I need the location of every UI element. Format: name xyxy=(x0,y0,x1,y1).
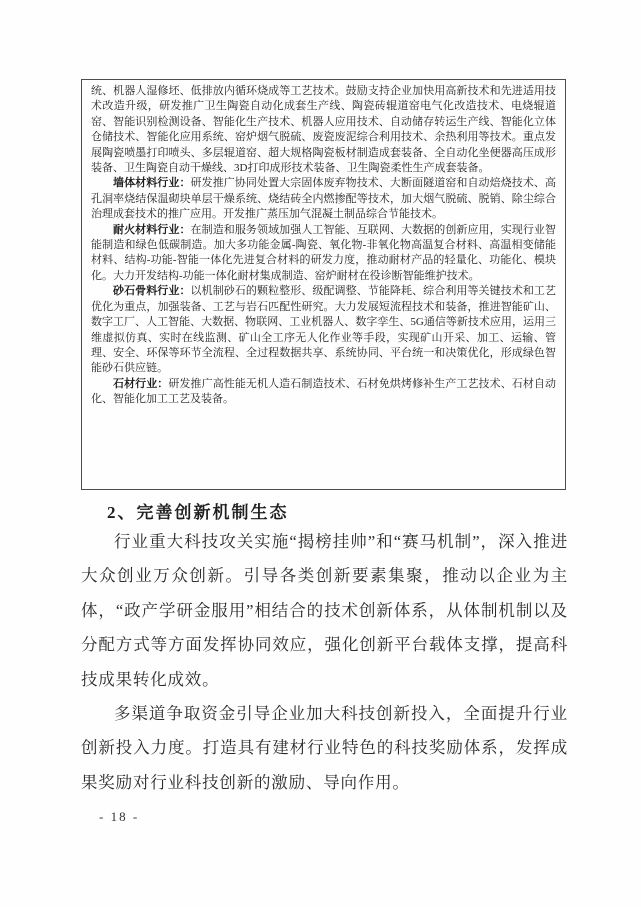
paragraph-lead: 石材行业： xyxy=(113,377,169,390)
paragraph-text: 统、机器人湿修坯、低排放内循环烧成等工艺技术。鼓励支持企业加快用高新技术和先进适用技术改造升级，研发推广卫生陶瓷自动化成套生产线、陶瓷砖辊道窑电气化改造技术、电烧辊道窑、智能识别检测设备、智能化生产技术、机器人应用技术、自动储存转运生产线、智能化立体仓储技术、智能化应用系统、窑炉烟气脱硫、废瓷废泥综合利用技术、余热利用等技术。重点发展陶瓷喷墨打印喷头、多层辊道窑、超大规格陶瓷板材制造成套装备、全自动化坐便器高压成形装备、卫生陶瓷自动干燥线、3D打印成形技术装备、卫生陶瓷柔性生产成套装备。 xyxy=(91,85,556,175)
paragraph-funding-awards: 多渠道争取资金引导企业加大科技创新投入，全面提升行业创新投入力度。打造具有建材行业特色的科技奖励体系，发挥成果奖励对行业科技创新的激励、导向作用。 xyxy=(81,704,568,792)
paragraph-text: 以机制砂石的颗粒整形、级配调整、节能降耗、综合利用等关键技术和工艺优化为重点，加强装备、工艺与岩石匹配性研究。大力发展短流程技术和装备，推进智能矿山、数字工厂、人工智能、大数据、物联网、工业机器人、数字孪生、5G通信等新技术应用，运用三维虚拟仿真、实时在线监测、矿山全工序无人化作业等手段，实现矿山开采、加工、运输、管理、安全、环保等环节全流程、全过程数据共享、系统协同、平台统一和决策优化，形成绿色智能砂石供应链。 xyxy=(91,285,557,375)
paragraph-stone-industry xyxy=(91,377,556,408)
industry-technology-table-cell xyxy=(81,79,566,490)
paragraph-innovation-mechanism: 行业重大科技攻关实施“揭榜挂帅”和“赛马机制”，深入推进大众创业万众创新。引导各类创新要素集聚，推动以企业为主体，“政产学研金服用”相结合的技术创新体系，从体制机制以及分配方式等方面发挥协同效应，强化创新平台载体支撑，提高科技成果转化成效。 xyxy=(81,532,568,689)
section-heading: 2、完善创新机制生态 xyxy=(107,503,289,522)
paragraph-sand-gravel-aggregate xyxy=(91,284,556,376)
paragraph-lead: 墙体材料行业： xyxy=(113,177,191,190)
paragraph-text: 研发推广协同处置大宗固体废弃物技术、大断面隧道窑和自动焙烧技术、高孔洞率烧结保温砌块单层干燥系统、烧结砖全内燃掺配等技术，加大烟气脱硫、脱销、除尘综合治理成套技术的推广应用。开发推广蒸压加气混凝土制品综合节能技术。 xyxy=(91,177,557,221)
paragraph-refractory-materials xyxy=(91,223,556,285)
paragraph-ceramics-continuation xyxy=(91,84,556,176)
paragraph-text: 在制造和服务领域加强人工智能、互联网、大数据的创新应用，实现行业智能制造和绿色低碳制造。加大多功能金属-陶瓷、氧化物-非氧化物高温复合材料、高温相变储能材料、结构-功能-智能一体化先进复合材料的研发力度，推动耐材产品的轻量化、功能化、模块化。大力开发结构-功能一体化耐材集成制造、窑炉耐材在役诊断智能维护技术。 xyxy=(91,223,557,282)
page-number: - 18 - xyxy=(99,809,140,824)
innovation-mechanism-section xyxy=(81,501,568,800)
paragraph-wall-materials xyxy=(91,176,556,222)
paragraph-lead: 砂石骨料行业： xyxy=(113,285,191,298)
paragraph-text: 研发推广高性能无机人造石制造技术、石材免烘烤修补生产工艺技术、石材自动化、智能化加工工艺及装备。 xyxy=(91,377,557,406)
paragraph-lead: 耐火材料行业： xyxy=(113,223,191,236)
